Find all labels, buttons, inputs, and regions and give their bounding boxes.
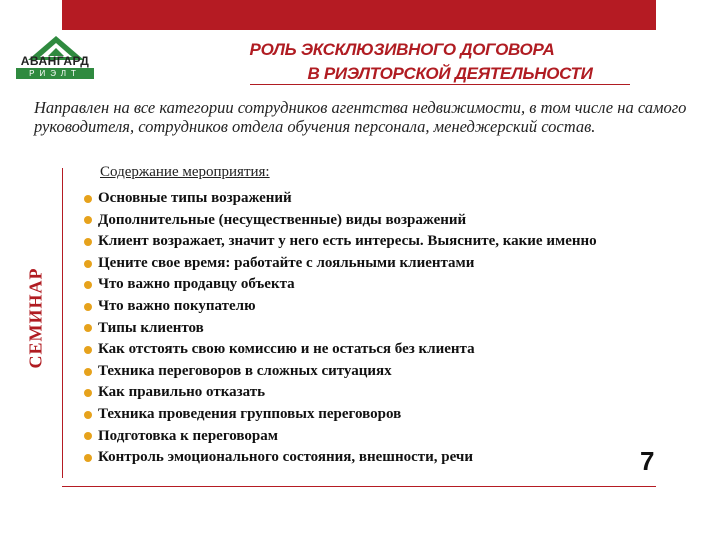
- bullet-icon: [84, 238, 92, 246]
- list-item: Техника переговоров в сложных ситуациях: [84, 361, 714, 383]
- bullet-icon: [84, 324, 92, 332]
- title-underline: [250, 84, 630, 85]
- logo-wordmark: АВАНГАРД: [20, 54, 90, 68]
- bullet-icon: [84, 216, 92, 224]
- list-item: Как отстоять свою комиссию и не остаться без клиента: [84, 339, 714, 361]
- title-line-1: РОЛЬ ЭКСКЛЮЗИВНОГО ДОГОВОРА: [249, 40, 555, 59]
- page-number: 7: [640, 446, 655, 476]
- list-item: Дополнительные (несущественные) виды возражений: [84, 210, 714, 232]
- bullet-icon: [84, 260, 92, 268]
- bullet-icon: [84, 368, 92, 376]
- bullet-icon: [84, 346, 92, 354]
- logo-subtitle: РИЭЛТ: [16, 68, 94, 79]
- intro-paragraph: Направлен на все категории сотрудников агентства недвижимости, в том числе на самого руководителя, сотрудников отдела обучения персонала, менеджерский состав.: [34, 98, 687, 136]
- bullet-icon: [84, 281, 92, 289]
- side-label: СЕМИНАР: [25, 267, 46, 369]
- agenda-list: [84, 188, 714, 469]
- top-banner-bar: [62, 0, 656, 30]
- list-item: Типы клиентов: [84, 318, 714, 340]
- bullet-icon: [84, 389, 92, 397]
- list-item: Контроль эмоционального состояния, внешности, речи: [84, 447, 714, 469]
- list-item: Что важно покупателю: [84, 296, 714, 318]
- list-item: Как правильно отказать: [84, 382, 714, 404]
- section-heading: Содержание мероприятия:: [100, 164, 270, 180]
- bottom-divider: [62, 486, 656, 487]
- list-item: Основные типы возражений: [84, 188, 714, 210]
- bullet-icon: [84, 195, 92, 203]
- bullet-icon: [84, 432, 92, 440]
- vertical-divider: [62, 168, 63, 478]
- list-item: Что важно продавцу объекта: [84, 274, 714, 296]
- bullet-icon: [84, 411, 92, 419]
- list-item: Подготовка к переговорам: [84, 426, 714, 448]
- list-item: Цените свое время: работайте с лояльными клиентами: [84, 253, 714, 275]
- bullet-icon: [84, 454, 92, 462]
- slide-title: [200, 38, 640, 86]
- list-item: Клиент возражает, значит у него есть интересы. Выясните, какие именно: [84, 231, 714, 253]
- bullet-icon: [84, 303, 92, 311]
- list-item: Техника проведения групповых переговоров: [84, 404, 714, 426]
- title-line-2: В РИЭЛТОРСКОЙ ДЕЯТЕЛЬНОСТИ: [307, 64, 593, 83]
